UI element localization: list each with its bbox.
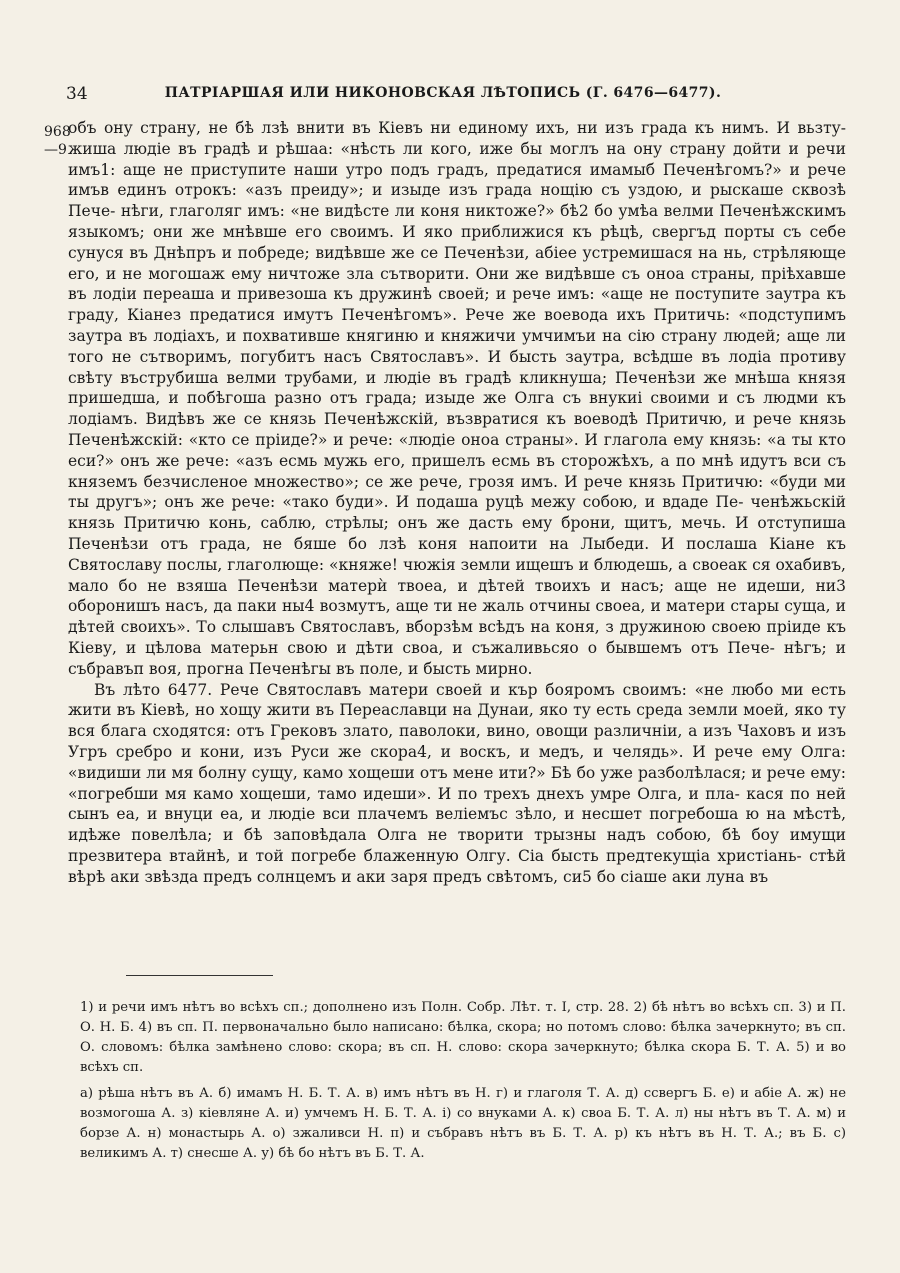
main-text [68,118,846,887]
footnotes-lettered: а) рѣша нѣтъ въ А. б) имамъ Н. Б. Т. А. в) имъ нѣтъ въ Н. г) и глаголя Т. А. д) ссвергъ Б. е) и абіе А. ж) не возмогоша А. з) кіевляне А. и) умчемъ Н. Б. Т. А. і) со внуками А. к) своа Б. Т. А. л) ны нѣтъ въ Т. А. м) и борзе А. н) монастырь А. о) зжаливси Н. п) и събравъ нѣтъ въ Б. Т. А. р) къ нѣтъ въ Н. Т. А.; въ Б. с) великимъ А. т) снесше А. у) бѣ бо нѣтъ въ Б. Т. А. [80,1086,846,1161]
margin-year-note: 968 [44,124,71,140]
page-number: 34 [66,84,88,104]
paragraph-1: объ ону страну, не бѣ лзѣ внити въ Кіевъ ни единому ихъ, ни изъ града къ нимъ. И вьзту- жиша людіе въ градѣ и рѣшаа: «нѣсть ли кого, иже бы моглъ на ону страну дойти и речи имъ1: аще не приступите наши утро подъ градъ, предатися имамыб Печенѣгомъ?» и рече имъв единъ отрокъ: «азъ преиду»; и изыде изъ града нощію съ уздою, и рыскаше сквозѣ Пече- нѣги, глаголяг имъ: «не видѣсте ли коня никтоже?» бѣ2 бо умѣа велми Печенѣжскимъ языкомъ; они же мнѣвше его своимъ. И яко приближися къ рѣцѣ, свергъд порты съ себе сунуся въ Днѣпръ и побреде; видѣвше же се Печенѣзи, абіее устремишася на нь, стрѣляюще его, и не могошаж ему ничтоже зла сътворити. Они же видѣвше съ оноа страны, пріѣхавше въ лодіи переаша и привезоша къ дружинѣ своей; и рече имъ: «аще не поступите заутра къ граду, Кіанез предатися имутъ Печенѣгомъ». Рече же воевода ихъ Притичь: «подступимъ заутра въ лодіахъ, и похвативше княгиню и княжичи умчимъи на сію страну людей; аще ли того не сътворимъ, погубитъ насъ Святославъ». И бысть заутра, всѣдше въ лодіа противу свѣту въструбиша велми трубами, и людіе въ градѣ кликнуша; Печенѣзи же мнѣша князя пришедша, и побѣгоша разно отъ града; изыде же Олга съ внукиі своими и съ людми къ лодіамъ. Видѣвъ же се князь Печенѣжскій, възвратися къ воеводѣ Притичю, и рече князь Печенѣжскій: «кто се пріиде?» и рече: «людіе оноа страны». И глагола ему князь: «а ты кто еси?» онъ же рече: «азъ есмь мужь его, пришелъ есмь въ сторожѣхъ, а по мнѣ идутъ вси съ княземъ безчисленое множество»; се же рече, грозя имъ. И рече князь Притичю: «буди ми ты другъ»; онъ же рече: «тако буди». И подаша руцѣ межу собою, и вдаде Пе- ченѣжьскій князь Притичю конь, саблю, стрѣлы; онъ же дасть ему брони, щитъ, мечь. И отступиша Печенѣзи отъ града, не бяше бо лзѣ коня напоити на Лыбеди. И послаша Кіане къ Святославу послы, глаголюще: «княже! чюжія земли ищешъ и блюдешь, а своеак ся охабивъ, мало бо не взяша Печенѣзи матерѝ твоеа, и дѣтей твоихъ и насъ; аще не идеши, ни3 оборонишъ насъ, да паки ны4 возмутъ, аще ти не жаль отчины своеа, и матери стары суща, и дѣтей своихъ». То слышавъ Святославъ, вборзѣм всѣдъ на коня, з дружиною своею пріиде къ Кіеву, и цѣлова матерьн свою и дѣти своа, и съжаливьсяо о бывшемъ отъ Пече- нѣгъ; и събравъп воя, прогна Печенѣгы въ поле, и бысть мирно. [68,119,846,678]
running-head: ПАТРІАРШАЯ ИЛИ НИКОНОВСКАЯ ЛѢТОПИСЬ (Г. 6476—6477). [164,85,722,101]
margin-year-note-continuation: —9 [44,142,67,158]
page-header [66,80,820,106]
footnote-divider [126,975,273,976]
paragraph-2: Въ лѣто 6477. Рече Святославъ матери своей и кър бояромъ своимъ: «не любо ми есть жити въ Кіевѣ, но хощу жити въ Переаславци на Дунаи, яко ту есть среда земли моей, яко ту вся блага сходятся: отъ Грековъ злато, паволоки, вино, овощи различніи, а изъ Чаховъ и изъ Угръ сребро и кони, изъ Руси же скора4, и воскъ, и медъ, и челядь». И рече ему Олга: «видиши ли мя болну сущу, камо хощеши отъ мене ити?» Бѣ бо уже разболѣлася; и рече ему: «погребши мя камо хощеши, тамо идеши». И по трехъ днехъ умре Олга, и пла- кася по ней сынъ еа, и внуци еа, и людіе вси плачемъ веліемъс зѣло, и несшет погребоша ю на мѣстѣ, идѣже повелѣла; и бѣ заповѣдала Олга не творити трызны надъ собою, бѣ боу имущи презвитера втайнѣ, и той погребе блаженную Олгу. Сіа бысть предтекущіа христіань- стѣй вѣрѣ аки звѣзда предъ солнцемъ и аки заря предъ свѣтомъ, си5 бо сіаше аки луна въ [68,680,846,886]
footnotes-numbered: 1) и речи имъ нѣтъ во всѣхъ сп.; дополнено изъ Полн. Собр. Лѣт. т. I, стр. 28. 2) бѣ нѣтъ во всѣхъ сп. 3) и П. О. Н. Б. 4) въ сп. П. первоначально было написано: бѣлка, скора; но потомъ слово: бѣлка зачеркнуто; въ сп. О. словомъ: бѣлка замѣнено слово: скора; въ сп. Н. слово: скора зачеркнуто; бѣлка скора Б. Т. А. 5) и во всѣхъ сп. [80,1000,846,1075]
